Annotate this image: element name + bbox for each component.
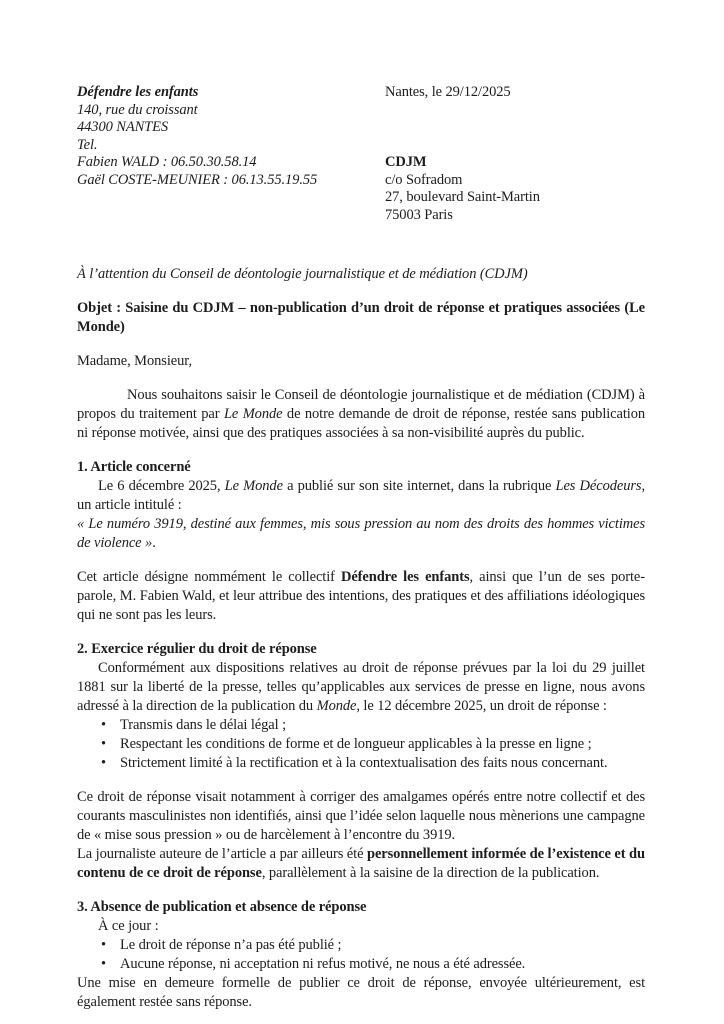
sender-contact1: Fabien WALD : 06.50.30.58.14 xyxy=(77,154,257,170)
sender-address-line1: 140, rue du croissant xyxy=(77,101,198,118)
subject-line: Objet : Saisine du CDJM – non-publication d’un droit de réponse et pratiques associées (Le Monde) xyxy=(77,300,645,335)
sender-block xyxy=(77,84,385,224)
section1-paragraph2: Cet article désigne nommément le collectif Défendre les enfants, ainsi que l’un de ses porte-parole, M. Fabien Wald, et leur attribue des intentions, des pratiques et des affiliations idéologiques qui ne sont pas les leurs. xyxy=(77,569,645,623)
recipient-block xyxy=(385,84,645,224)
list-item xyxy=(77,936,645,955)
bullet-icon: • xyxy=(101,956,106,972)
list-item xyxy=(77,955,645,974)
section3-heading: 3. Absence de publication et absence de réponse xyxy=(77,899,367,915)
dateline: Nantes, le 29/12/2025 xyxy=(385,84,511,100)
spacer xyxy=(385,119,645,137)
list-item-text: Aucune réponse, ni acceptation ni refus motivé, ne nous a été adressée. xyxy=(120,956,526,972)
spacer xyxy=(385,102,645,120)
list-item-text: Strictement limité à la rectification et à la contextualisation des faits nous concernant. xyxy=(120,755,608,771)
sender-address-line2: 44300 NANTES xyxy=(77,119,169,135)
publication-name: Monde xyxy=(316,698,357,714)
collective-name: Défendre les enfants xyxy=(340,569,470,585)
recipient-line1: c/o Sofradom xyxy=(385,171,463,188)
section2-paragraph1: Conformément aux dispositions relatives au droit de réponse prévues par la loi du 29 juillet 1881 sur la liberté de la presse, telles qu’applicables aux services de presse en ligne, nous avons adressé à la direction de la publication du Monde, le 12 décembre 2025, un droit de réponse : xyxy=(77,660,645,714)
publication-name: Le Monde xyxy=(224,478,283,494)
section1-heading: 1. Article concerné xyxy=(77,459,191,475)
list-item-text: Respectant les conditions de forme et de longueur applicables à la presse en ligne ; xyxy=(120,736,592,752)
list-item xyxy=(77,754,645,773)
intro-paragraph: Nous souhaitons saisir le Conseil de déontologie journalistique et de médiation (CDJM) à propos du traitement par Le Monde de notre demande de droit de réponse, restée sans publication ni réponse motivée, ainsi que des pratiques associées à sa non-visibilité auprès du public. xyxy=(77,387,646,441)
bullet-icon: • xyxy=(101,736,106,752)
rubrique-name: Les Décodeurs xyxy=(555,478,642,494)
recipient-name: CDJM xyxy=(385,154,427,170)
section3-paragraph1: Une mise en demeure formelle de publier ce droit de réponse, envoyée ultérieurement, est également restée sans réponse. xyxy=(77,975,645,1010)
article-title-quote: « Le numéro 3919, destiné aux femmes, mis sous pression au nom des droits des hommes victimes de violence ». xyxy=(77,516,645,551)
spacer xyxy=(385,137,645,155)
list-item-text: Le droit de réponse n’a pas été publié ; xyxy=(120,937,342,953)
bullet-icon: • xyxy=(101,755,106,771)
list-item-text: Transmis dans le délai légal ; xyxy=(120,717,287,733)
attention-line: À l’attention du Conseil de déontologie journalistique et de médiation (CDJM) xyxy=(77,266,528,282)
recipient-line3: 75003 Paris xyxy=(385,206,453,223)
section2-heading: 2. Exercice régulier du droit de réponse xyxy=(77,641,317,657)
bullet-icon: • xyxy=(101,717,106,733)
sender-name: Défendre les enfants xyxy=(77,84,199,100)
section2-paragraph2: Ce droit de réponse visait notamment à corriger des amalgames opérés entre notre collectif et des courants masculinistes non identifiés, ainsi que l’idée selon laquelle nous mènerions une campagne de « mise sous pression » ou de harcèlement à l’encontre du 3919. xyxy=(77,789,645,843)
section1-paragraph1: Le 6 décembre 2025, Le Monde a publié sur son site internet, dans la rubrique Les Décodeurs, un article intitulé : xyxy=(77,478,645,513)
sender-tel-label: Tel. xyxy=(77,136,98,153)
recipient-line2: 27, boulevard Saint-Martin xyxy=(385,189,540,205)
list-item xyxy=(77,735,645,754)
publication-name: Le Monde xyxy=(223,406,283,422)
bullet-icon: • xyxy=(101,937,106,953)
salutation: Madame, Monsieur, xyxy=(77,353,192,369)
sender-contact2: Gaël COSTE-MEUNIER : 06.13.55.19.55 xyxy=(77,171,318,188)
emphasis-informed: personnellement informée de l’existence et du contenu de ce droit de réponse xyxy=(77,846,645,881)
list-item xyxy=(77,716,645,735)
section3-intro: À ce jour : xyxy=(98,918,159,934)
section2-paragraph3: La journaliste auteure de l’article a par ailleurs été personnellement informée de l’existence et du contenu de ce droit de réponse, parallèlement à la saisine de la direction de la publication. xyxy=(77,846,645,881)
letter-header xyxy=(77,84,645,224)
